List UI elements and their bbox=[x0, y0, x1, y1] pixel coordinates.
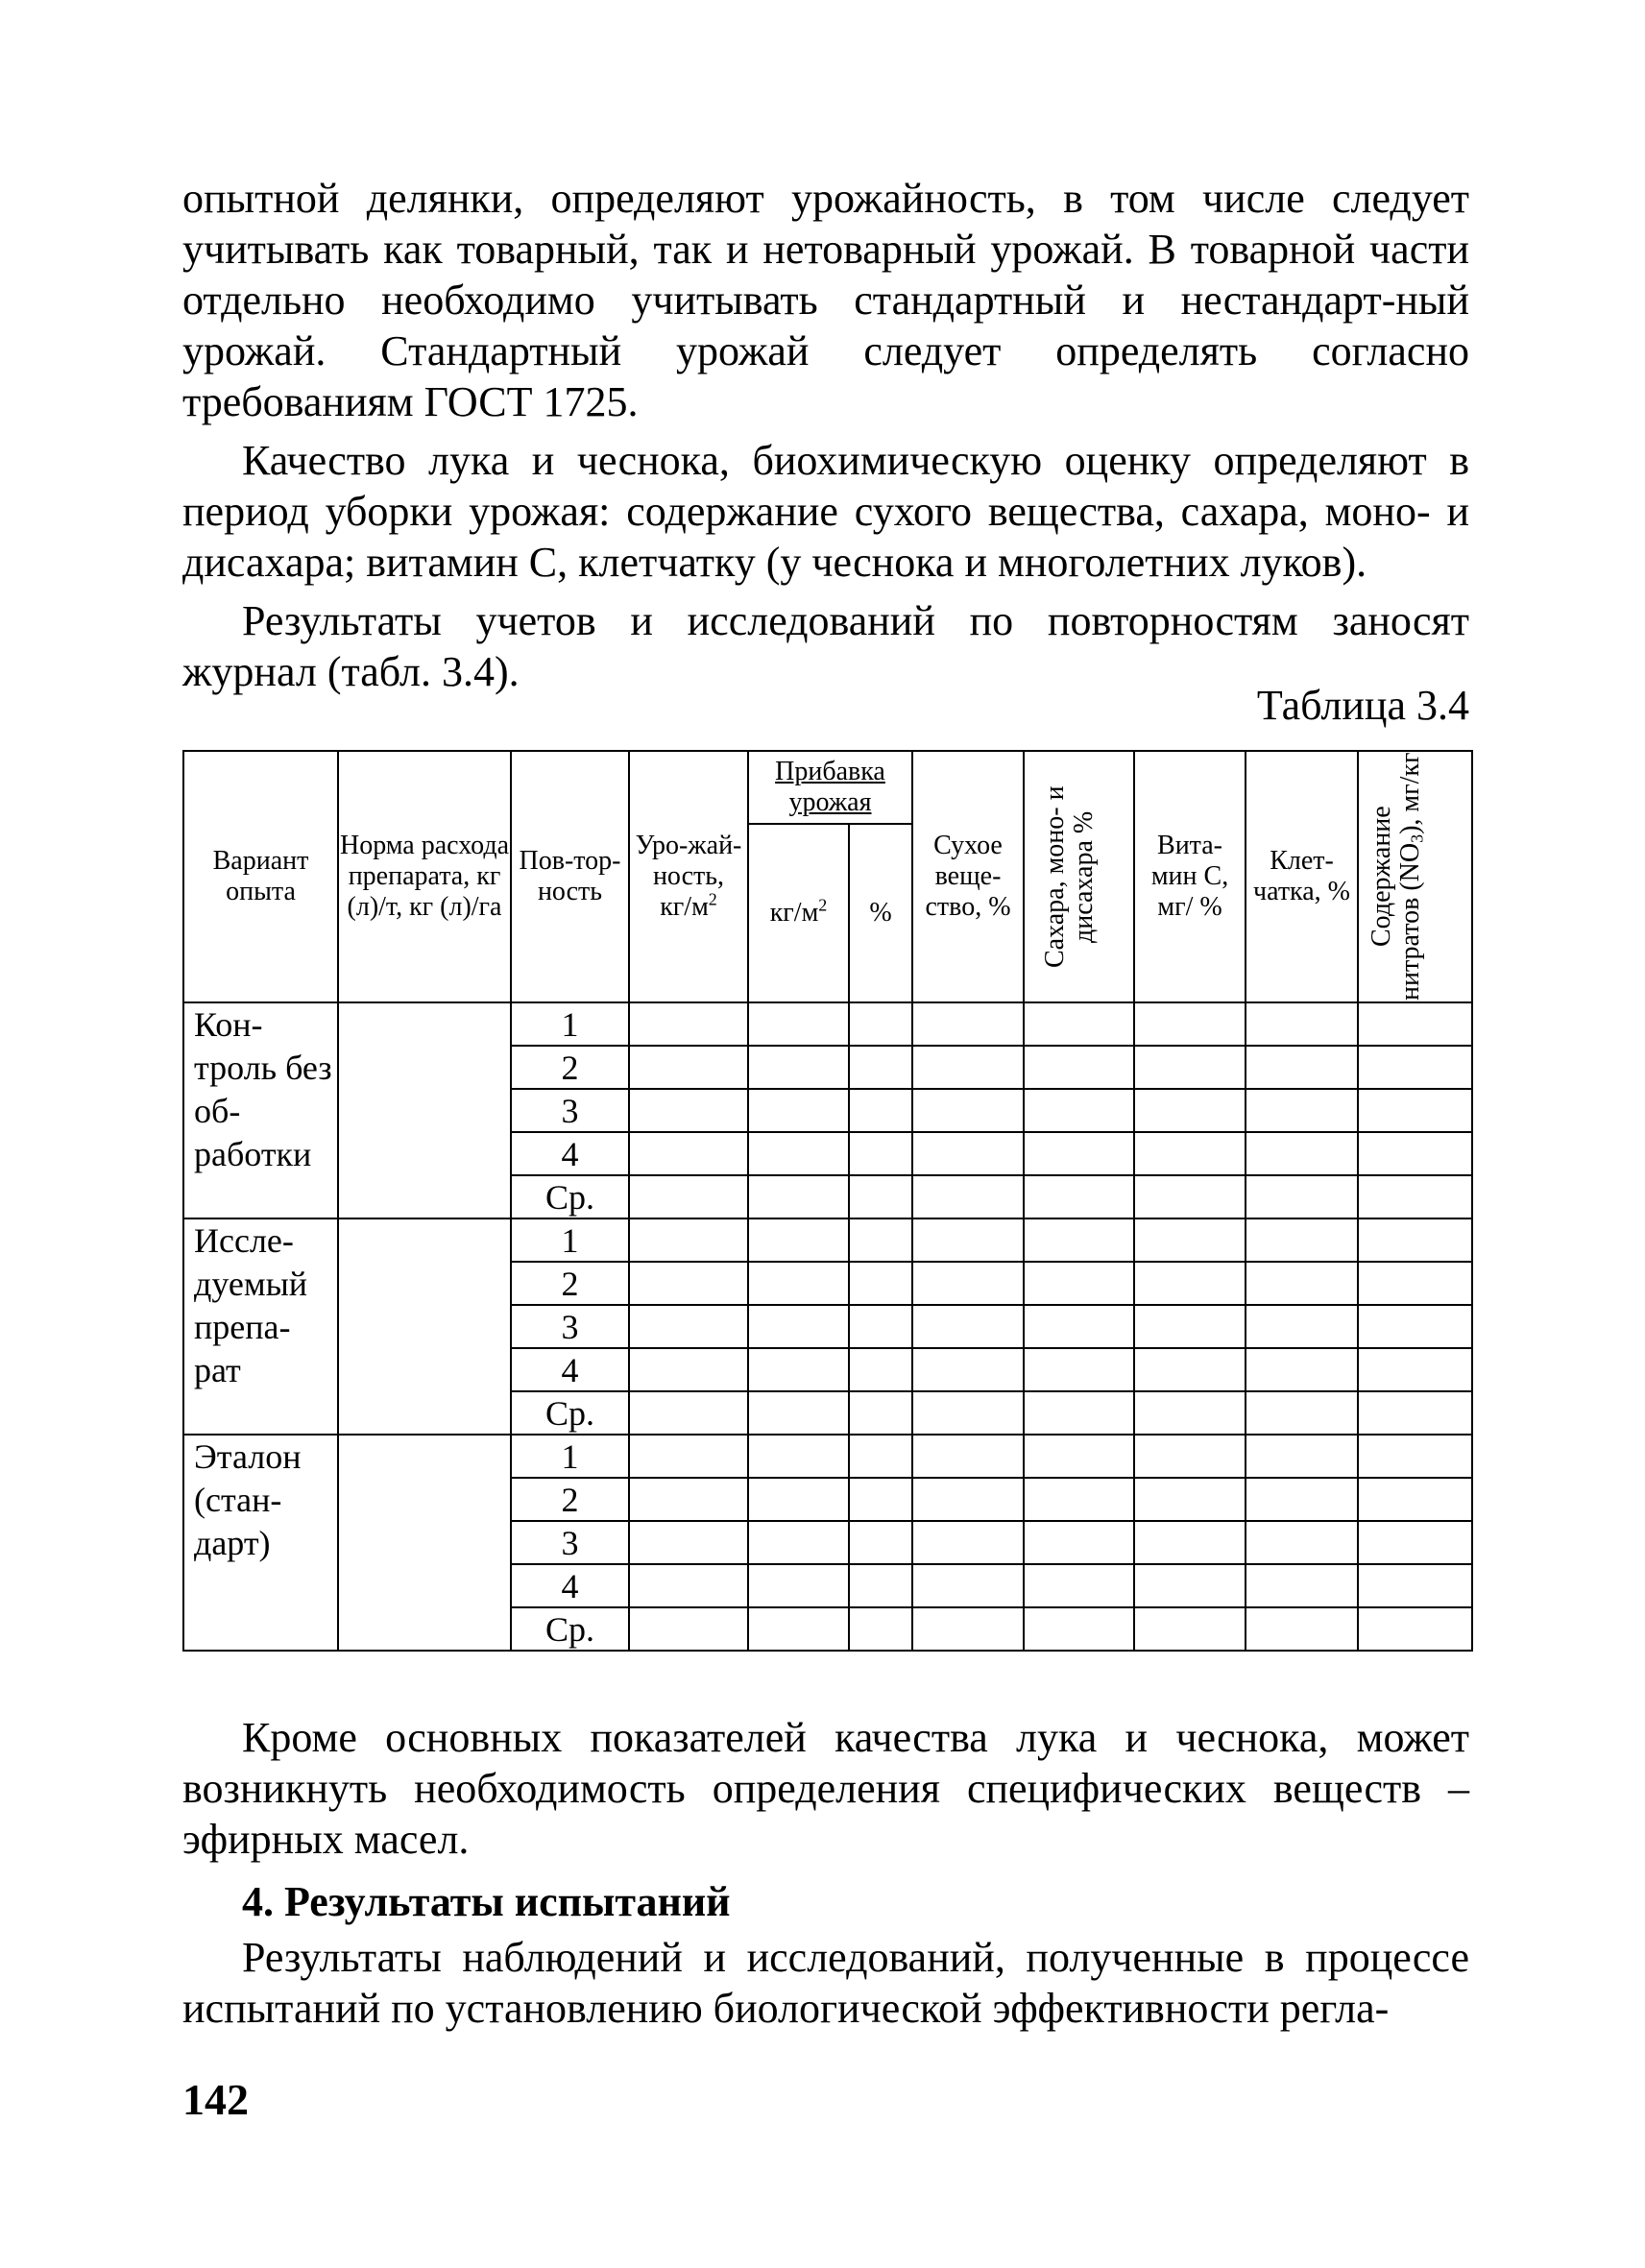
table-caption: Таблица 3.4 bbox=[1256, 682, 1469, 729]
empty-cell bbox=[1024, 1564, 1134, 1607]
empty-cell bbox=[1134, 1132, 1246, 1175]
header-yield-label: Уро-жай-ность, bbox=[635, 831, 742, 891]
empty-cell bbox=[748, 1002, 849, 1046]
empty-cell bbox=[912, 1046, 1024, 1089]
norm-cell bbox=[338, 1002, 511, 1218]
empty-cell bbox=[1134, 1089, 1246, 1132]
empty-cell bbox=[629, 1391, 748, 1435]
empty-cell bbox=[1246, 1089, 1358, 1132]
variant-cell: Кон-троль без об-работки bbox=[183, 1002, 338, 1218]
empty-cell bbox=[1024, 1435, 1134, 1478]
empty-cell bbox=[629, 1564, 748, 1607]
empty-cell bbox=[1024, 1262, 1134, 1305]
empty-cell bbox=[912, 1218, 1024, 1262]
empty-cell bbox=[912, 1262, 1024, 1305]
empty-cell bbox=[912, 1305, 1024, 1348]
header-increase-kg bbox=[748, 824, 849, 1002]
repetition-cell: 4 bbox=[511, 1132, 629, 1175]
empty-cell bbox=[849, 1175, 912, 1218]
table-row bbox=[183, 1002, 1472, 1046]
empty-cell bbox=[1024, 1089, 1134, 1132]
table-row bbox=[183, 1218, 1472, 1262]
empty-cell bbox=[748, 1218, 849, 1262]
results-journal-table bbox=[182, 750, 1473, 1652]
empty-cell bbox=[629, 1262, 748, 1305]
empty-cell bbox=[1358, 1521, 1472, 1564]
repetition-cell: 1 bbox=[511, 1435, 629, 1478]
empty-cell bbox=[748, 1564, 849, 1607]
empty-cell bbox=[1134, 1305, 1246, 1348]
table-row bbox=[183, 1435, 1472, 1478]
after-paragraph-1: Кроме основных показателей качества лука и чеснока, может возникнуть необходимость определения специфических веществ – эфирных масел. bbox=[182, 1714, 1469, 1863]
empty-cell bbox=[1358, 1607, 1472, 1651]
empty-cell bbox=[849, 1305, 912, 1348]
empty-cell bbox=[629, 1305, 748, 1348]
empty-cell bbox=[1246, 1348, 1358, 1391]
empty-cell bbox=[748, 1175, 849, 1218]
empty-cell bbox=[912, 1391, 1024, 1435]
empty-cell bbox=[1246, 1607, 1358, 1651]
empty-cell bbox=[1246, 1046, 1358, 1089]
empty-cell bbox=[1024, 1218, 1134, 1262]
after-paragraph-2: Результаты наблюдений и исследований, полученные в процессе испытаний по установлению биологической эффективности регла- bbox=[182, 1934, 1469, 2032]
header-nitrates-title: Содержание нитратов bbox=[1366, 806, 1425, 1001]
empty-cell bbox=[1358, 1218, 1472, 1262]
empty-cell bbox=[912, 1132, 1024, 1175]
after-text bbox=[182, 1712, 1469, 2034]
empty-cell bbox=[629, 1607, 748, 1651]
header-increase-kg-power: 2 bbox=[818, 895, 828, 915]
header-yield bbox=[629, 751, 748, 1002]
empty-cell bbox=[1246, 1132, 1358, 1175]
empty-cell bbox=[748, 1305, 849, 1348]
empty-cell bbox=[629, 1435, 748, 1478]
empty-cell bbox=[1024, 1478, 1134, 1521]
empty-cell bbox=[1358, 1391, 1472, 1435]
empty-cell bbox=[1134, 1435, 1246, 1478]
empty-cell bbox=[912, 1521, 1024, 1564]
empty-cell bbox=[1246, 1002, 1358, 1046]
empty-cell bbox=[912, 1564, 1024, 1607]
repetition-cell: 4 bbox=[511, 1348, 629, 1391]
empty-cell bbox=[1134, 1521, 1246, 1564]
empty-cell bbox=[629, 1348, 748, 1391]
empty-cell bbox=[629, 1132, 748, 1175]
header-fiber: Клет-чатка, % bbox=[1246, 751, 1358, 1002]
empty-cell bbox=[748, 1046, 849, 1089]
empty-cell bbox=[748, 1521, 849, 1564]
empty-cell bbox=[629, 1521, 748, 1564]
header-nitrates-unit-a: (NO bbox=[1394, 843, 1425, 891]
repetition-cell: 3 bbox=[511, 1089, 629, 1132]
empty-cell bbox=[1134, 1348, 1246, 1391]
header-variant: Вариант опыта bbox=[183, 751, 338, 1002]
empty-cell bbox=[912, 1002, 1024, 1046]
journal-body bbox=[183, 1002, 1472, 1651]
header-nitrates-label bbox=[1367, 752, 1464, 1001]
header-sugars-label: Сахара, моно- и дисахара % bbox=[1039, 785, 1099, 968]
empty-cell bbox=[1024, 1175, 1134, 1218]
empty-cell bbox=[1358, 1262, 1472, 1305]
empty-cell bbox=[1024, 1607, 1134, 1651]
empty-cell bbox=[748, 1391, 849, 1435]
repetition-cell: 4 bbox=[511, 1564, 629, 1607]
repetition-cell: 2 bbox=[511, 1478, 629, 1521]
empty-cell bbox=[748, 1262, 849, 1305]
empty-cell bbox=[1024, 1391, 1134, 1435]
empty-cell bbox=[912, 1089, 1024, 1132]
empty-cell bbox=[1358, 1435, 1472, 1478]
header-yield-unit-power: 2 bbox=[708, 889, 717, 909]
repetition-cell: 2 bbox=[511, 1262, 629, 1305]
empty-cell bbox=[912, 1175, 1024, 1218]
intro-paragraph-1: опытной делянки, определяют урожайность, в том числе следует учитывать как товарный, так и нетоварный урожай. В товарной части отдельно необходимо учитывать стандартный и нестандарт-ный урожай. Стандартный урожай следует определять согласно требованиям ГОСТ 1725. bbox=[182, 175, 1469, 425]
repetition-cell: 1 bbox=[511, 1218, 629, 1262]
variant-cell: Эталон (стан-дарт) bbox=[183, 1435, 338, 1651]
header-vitamin: Вита-мин С, мг/ % bbox=[1134, 751, 1246, 1002]
header-increase-kg-label: кг/м bbox=[769, 897, 819, 928]
empty-cell bbox=[1134, 1564, 1246, 1607]
header-dry-matter: Сухое веще-ство, % bbox=[912, 751, 1024, 1002]
header-repetition: Пов-тор-ность bbox=[511, 751, 629, 1002]
empty-cell bbox=[849, 1521, 912, 1564]
empty-cell bbox=[1358, 1089, 1472, 1132]
empty-cell bbox=[748, 1089, 849, 1132]
intro-text bbox=[182, 173, 1469, 697]
page-number: 142 bbox=[182, 2075, 249, 2124]
repetition-cell: 3 bbox=[511, 1305, 629, 1348]
empty-cell bbox=[849, 1046, 912, 1089]
repetition-cell: Ср. bbox=[511, 1175, 629, 1218]
norm-cell bbox=[338, 1435, 511, 1651]
empty-cell bbox=[1246, 1521, 1358, 1564]
empty-cell bbox=[1134, 1478, 1246, 1521]
empty-cell bbox=[849, 1607, 912, 1651]
empty-cell bbox=[849, 1089, 912, 1132]
empty-cell bbox=[1024, 1002, 1134, 1046]
empty-cell bbox=[629, 1002, 748, 1046]
header-yield-unit: кг/м bbox=[660, 892, 709, 922]
empty-cell bbox=[629, 1175, 748, 1218]
empty-cell bbox=[1246, 1435, 1358, 1478]
empty-cell bbox=[748, 1348, 849, 1391]
empty-cell bbox=[1134, 1607, 1246, 1651]
norm-cell bbox=[338, 1218, 511, 1435]
repetition-cell: 3 bbox=[511, 1521, 629, 1564]
header-nitrates bbox=[1358, 751, 1472, 1002]
empty-cell bbox=[849, 1478, 912, 1521]
empty-cell bbox=[748, 1607, 849, 1651]
empty-cell bbox=[849, 1435, 912, 1478]
header-increase-label: Прибавка урожая bbox=[775, 756, 885, 817]
empty-cell bbox=[629, 1089, 748, 1132]
empty-cell bbox=[1246, 1478, 1358, 1521]
empty-cell bbox=[1134, 1262, 1246, 1305]
empty-cell bbox=[1134, 1046, 1246, 1089]
empty-cell bbox=[1024, 1305, 1134, 1348]
empty-cell bbox=[748, 1435, 849, 1478]
section-heading: 4. Результаты испытаний bbox=[242, 1878, 731, 1925]
empty-cell bbox=[849, 1391, 912, 1435]
empty-cell bbox=[1246, 1175, 1358, 1218]
empty-cell bbox=[1134, 1175, 1246, 1218]
empty-cell bbox=[1246, 1218, 1358, 1262]
empty-cell bbox=[1358, 1046, 1472, 1089]
header-increase-pct: % bbox=[849, 824, 912, 1002]
empty-cell bbox=[1246, 1564, 1358, 1607]
repetition-cell: 1 bbox=[511, 1002, 629, 1046]
empty-cell bbox=[912, 1478, 1024, 1521]
empty-cell bbox=[849, 1262, 912, 1305]
empty-cell bbox=[1358, 1175, 1472, 1218]
empty-cell bbox=[1134, 1002, 1246, 1046]
empty-cell bbox=[1024, 1046, 1134, 1089]
intro-paragraph-3: Результаты учетов и исследований по повторностям заносят журнал (табл. 3.4). bbox=[182, 597, 1469, 695]
header-nitrates-subscript: 3 bbox=[1407, 834, 1427, 844]
intro-paragraph-2: Качество лука и чеснока, биохимическую оценку определяют в период уборки урожая: содержание сухого вещества, сахара, моно- и дисахара; витамин С, клетчатку (у чеснока и многолетних луков). bbox=[182, 437, 1469, 586]
empty-cell bbox=[1358, 1132, 1472, 1175]
repetition-cell: 2 bbox=[511, 1046, 629, 1089]
header-sugars bbox=[1024, 751, 1134, 1002]
empty-cell bbox=[849, 1218, 912, 1262]
header-nitrates-unit-b: ), мг/кг bbox=[1394, 752, 1425, 835]
header-increase bbox=[748, 751, 912, 824]
empty-cell bbox=[849, 1564, 912, 1607]
empty-cell bbox=[748, 1132, 849, 1175]
empty-cell bbox=[629, 1046, 748, 1089]
empty-cell bbox=[1246, 1305, 1358, 1348]
empty-cell bbox=[1358, 1478, 1472, 1521]
empty-cell bbox=[629, 1478, 748, 1521]
empty-cell bbox=[1134, 1218, 1246, 1262]
empty-cell bbox=[1024, 1348, 1134, 1391]
empty-cell bbox=[1358, 1002, 1472, 1046]
empty-cell bbox=[849, 1132, 912, 1175]
empty-cell bbox=[1358, 1348, 1472, 1391]
empty-cell bbox=[1134, 1391, 1246, 1435]
empty-cell bbox=[912, 1348, 1024, 1391]
empty-cell bbox=[912, 1607, 1024, 1651]
empty-cell bbox=[1024, 1132, 1134, 1175]
empty-cell bbox=[748, 1478, 849, 1521]
empty-cell bbox=[629, 1218, 748, 1262]
repetition-cell: Ср. bbox=[511, 1391, 629, 1435]
empty-cell bbox=[1358, 1564, 1472, 1607]
empty-cell bbox=[849, 1348, 912, 1391]
empty-cell bbox=[912, 1435, 1024, 1478]
empty-cell bbox=[849, 1002, 912, 1046]
empty-cell bbox=[1246, 1391, 1358, 1435]
empty-cell bbox=[1024, 1521, 1134, 1564]
empty-cell bbox=[1246, 1262, 1358, 1305]
variant-cell: Иссле-дуемый препа-рат bbox=[183, 1218, 338, 1435]
repetition-cell: Ср. bbox=[511, 1607, 629, 1651]
empty-cell bbox=[1358, 1305, 1472, 1348]
header-norm: Норма расхода препарата, кг (л)/т, кг (л)/га bbox=[338, 751, 511, 1002]
